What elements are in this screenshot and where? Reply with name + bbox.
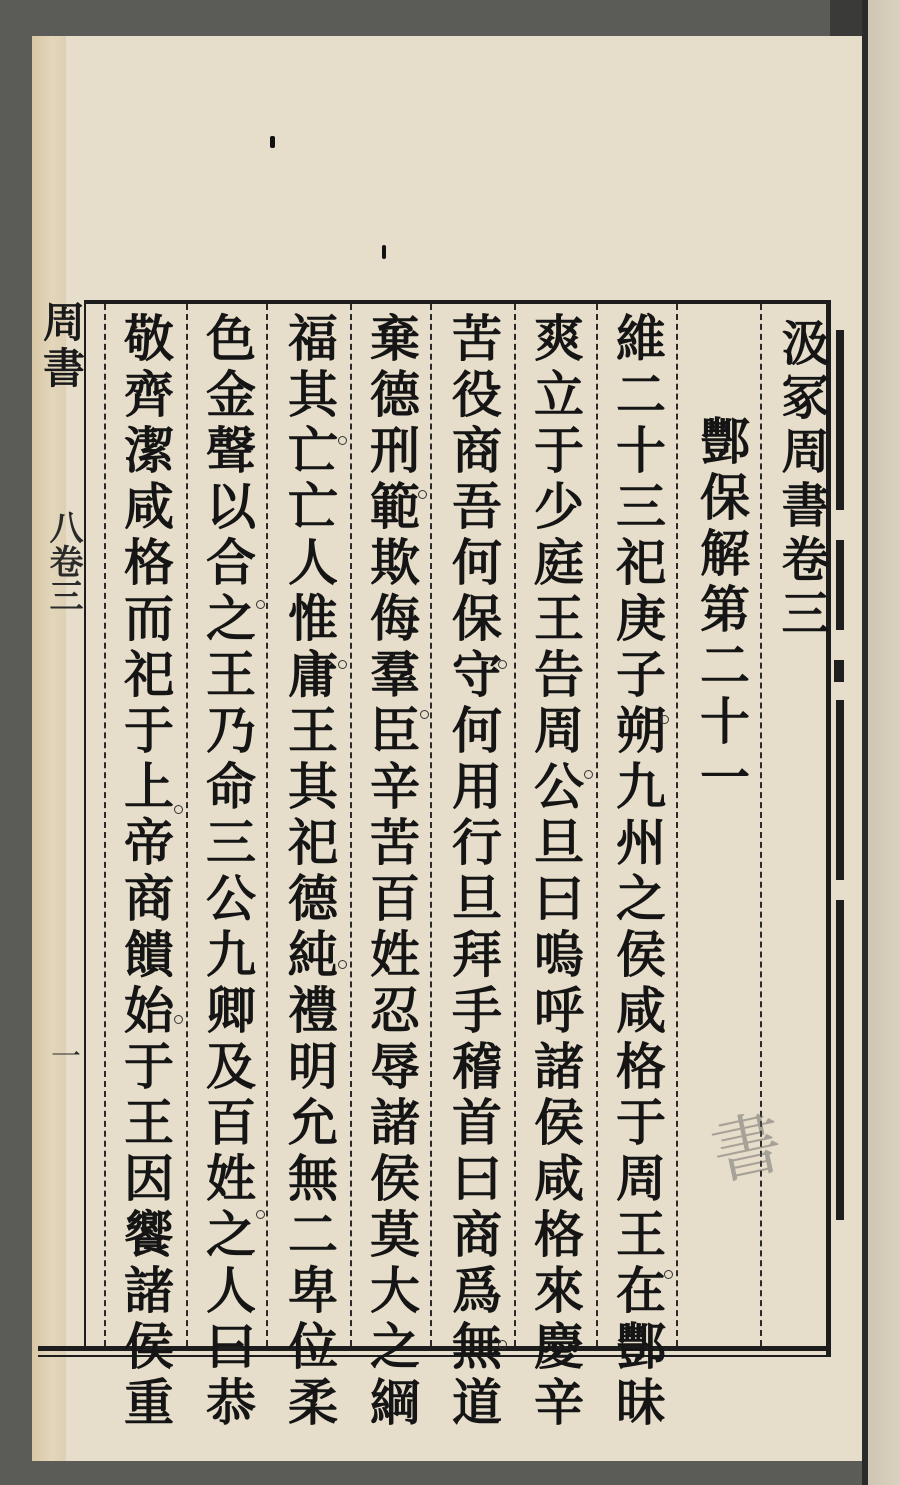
punctuation-mark [498, 660, 507, 669]
margin-book-title: 周書 [37, 300, 86, 392]
margin-bar [836, 700, 844, 880]
margin-leaf-number: 一 [45, 1040, 80, 1070]
punctuation-mark [420, 710, 429, 719]
text-column: 爽立于少庭王告周公旦曰嗚呼諸侯咸格來慶辛 [526, 312, 585, 1432]
punctuation-mark [174, 805, 183, 814]
adjacent-page-edge [862, 0, 900, 1485]
punctuation-mark [256, 1210, 265, 1219]
punctuation-mark [498, 1340, 507, 1349]
column-divider [186, 304, 188, 1346]
frame-left-rule [84, 300, 86, 1350]
margin-bar [836, 540, 844, 630]
ink-speck [270, 136, 275, 148]
column-divider [350, 304, 352, 1346]
text-column: 苦役商吾何保守何用行旦拜手稽首曰商爲無道 [444, 312, 503, 1432]
punctuation-mark [174, 1015, 183, 1024]
text-column: 棄德刑範欺侮羣臣辛苦百姓忍辱諸侯莫大之綱 [362, 312, 421, 1432]
ink-speck [382, 245, 386, 259]
binding-shadow [830, 0, 862, 36]
text-column: 福其亡亡人惟庸王其祀德純禮明允無二卑位柔 [280, 312, 339, 1432]
margin-bar [834, 660, 844, 682]
margin-bar [836, 330, 844, 510]
punctuation-mark [338, 660, 347, 669]
text-column: 色金聲以合之王乃命三公九卿及百姓之人曰恭 [198, 312, 257, 1432]
punctuation-mark [660, 715, 669, 724]
column-divider [266, 304, 268, 1346]
column-divider [514, 304, 516, 1346]
punctuation-mark [338, 436, 347, 445]
collector-seal-stamp: 書 [693, 1103, 791, 1200]
column-divider [430, 304, 432, 1346]
column-divider [104, 304, 106, 1346]
punctuation-mark [256, 600, 265, 609]
chapter-heading: 酆保解第二十一 [692, 415, 751, 807]
punctuation-mark [418, 490, 427, 499]
margin-bar [836, 900, 844, 1220]
text-column: 維二十三祀庚子朔九州之侯咸格于周王在酆昧 [608, 312, 667, 1432]
margin-volume-label: 八卷三 [43, 510, 83, 612]
page-spine-edge [32, 36, 66, 1461]
punctuation-mark [584, 770, 593, 779]
text-column: 敬齊潔咸格而祀于上帝商饋始于王因饗諸侯重 [116, 312, 175, 1432]
title-line: 汲冢周書卷三 [773, 318, 829, 642]
punctuation-mark [338, 960, 347, 969]
frame-top-rule [84, 300, 829, 304]
